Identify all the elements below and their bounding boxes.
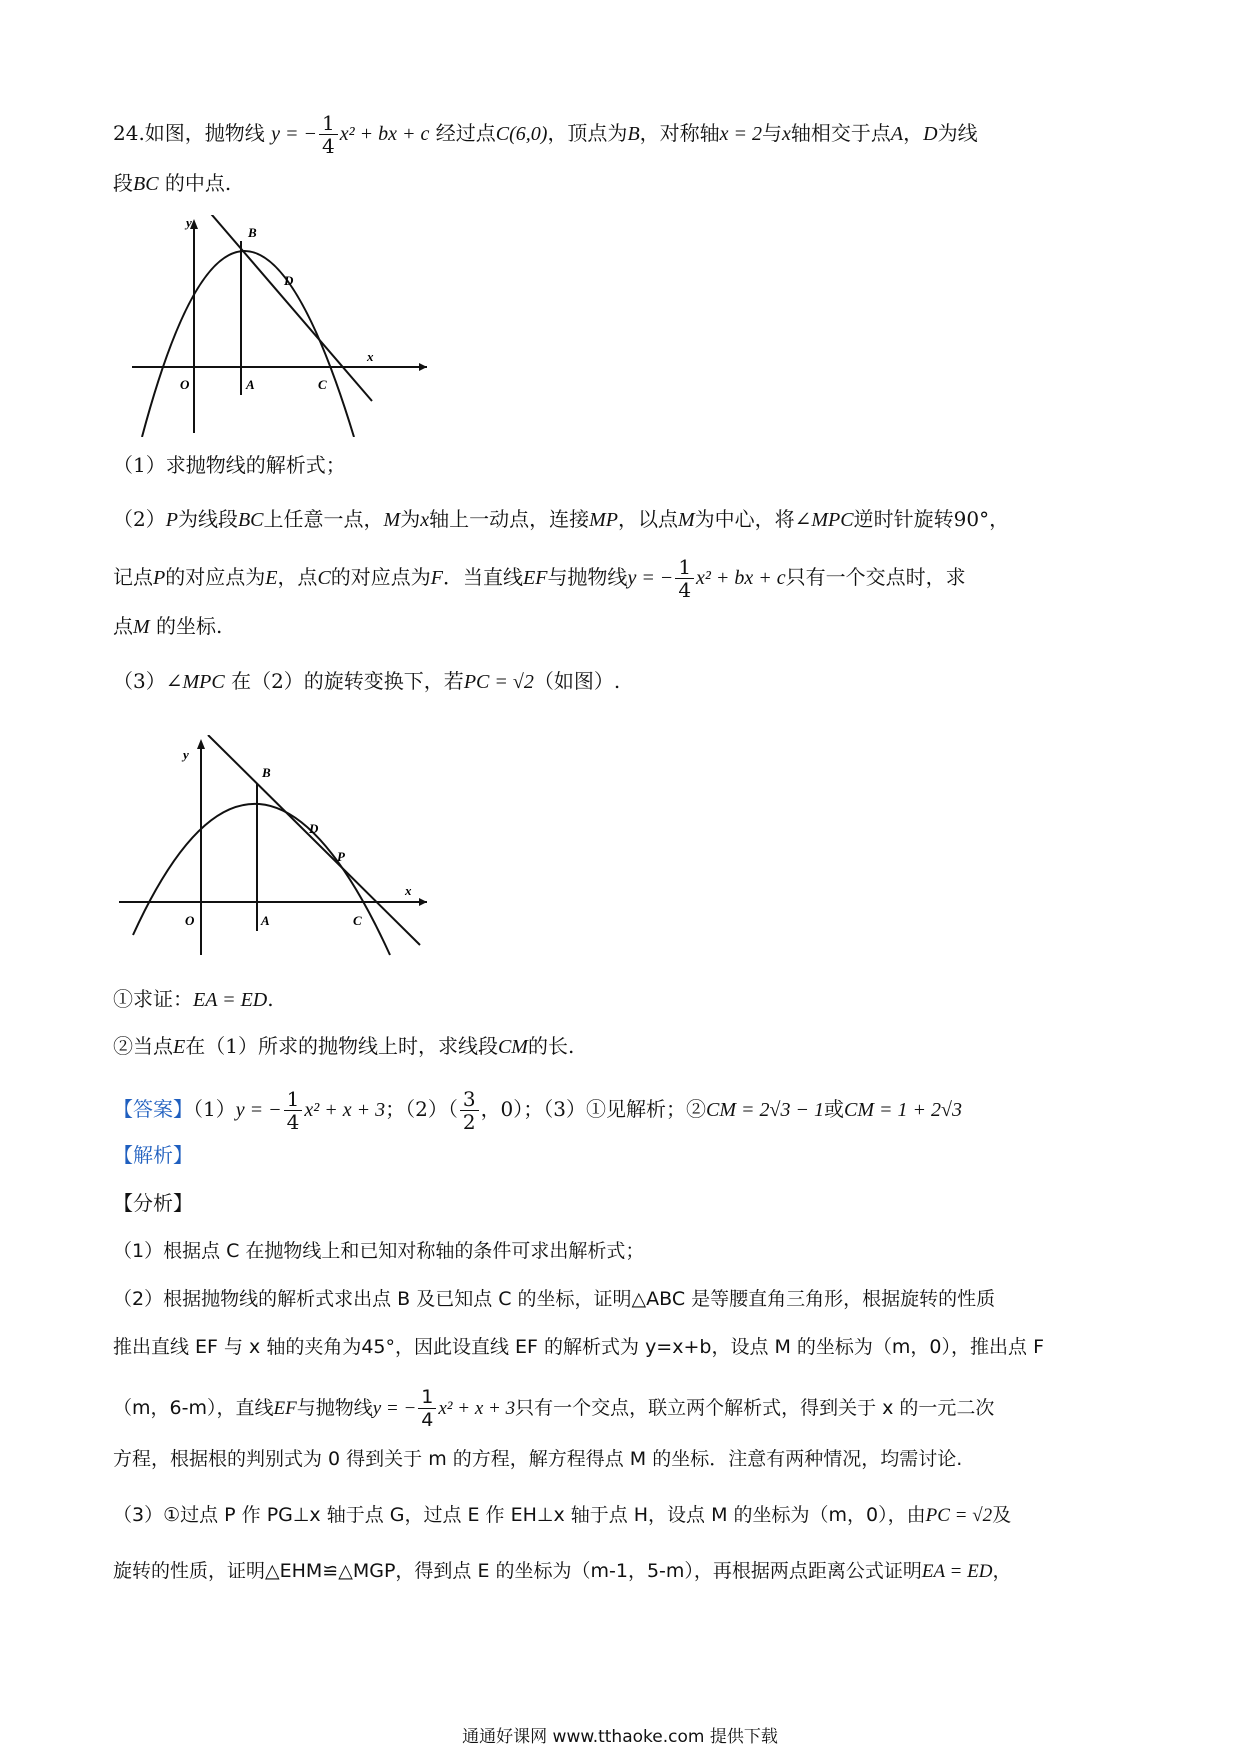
analysis-line-4 — [113, 1386, 994, 1431]
analysis-text: ， — [992, 1560, 1012, 1582]
part-text: 的坐标. — [156, 614, 223, 638]
x-axis-arrow — [419, 363, 427, 371]
part-text: ①求证： — [113, 987, 193, 1011]
label-c: C — [353, 913, 362, 928]
part-text: 只有一个交点时，求 — [785, 565, 966, 589]
answer-label: 【答案】 — [113, 1097, 193, 1121]
label-a: A — [246, 377, 255, 392]
fraction-numerator: 1 — [319, 112, 338, 135]
parabola-lhs: y = − — [372, 1398, 417, 1419]
axis-equation: x = 2 — [719, 123, 763, 145]
segment-bc: BC — [133, 173, 159, 195]
label-y: y — [183, 747, 189, 762]
part-text: 记点 — [113, 565, 153, 589]
answer-text: （1） — [193, 1097, 236, 1121]
point-d: D — [923, 123, 938, 145]
answer-text: ；（2）（ — [385, 1097, 458, 1121]
label-x: x — [405, 883, 412, 898]
parabola-rhs: x² + bx + c — [696, 567, 786, 589]
analysis-text: （3）①过点 P 作 PG⊥x 轴于点 G，过点 E 作 EH⊥x 轴于点 H，设点 M 的坐标为（m，0），由 — [113, 1504, 926, 1526]
answer-line — [113, 1088, 962, 1133]
part-text: ，点 — [277, 565, 318, 589]
point-c: C — [317, 567, 331, 589]
fraction-numerator: 3 — [460, 1088, 479, 1111]
x-variable: x — [782, 123, 791, 145]
answer-text: 或 — [823, 1097, 844, 1121]
fraction-denominator: 2 — [462, 1110, 476, 1134]
analysis-line-6 — [113, 1500, 1011, 1531]
part-text: ，以点 — [617, 507, 678, 531]
point-e: E — [173, 1036, 186, 1058]
point-m: M — [677, 509, 695, 531]
label-a: A — [261, 913, 270, 928]
point-m: M — [133, 616, 150, 638]
parabola-figure-1 — [122, 215, 442, 437]
analysis-line-1: （1）根据点 C 在抛物线上和已知对称轴的条件可求出解析式； — [113, 1240, 645, 1262]
question-text: 经过点 — [435, 121, 496, 145]
segment-bc: BC — [237, 509, 264, 531]
fraction-numerator: 1 — [284, 1088, 303, 1111]
part-text: 上任意一点， — [263, 507, 384, 531]
label-d: D — [309, 821, 319, 836]
analysis-text: 只有一个交点，联立两个解析式，得到关于 x 的一元二次 — [515, 1397, 995, 1419]
label-c: C — [318, 377, 327, 392]
parabola-rhs: x² + x + 3 — [438, 1398, 516, 1419]
part-3-line — [113, 666, 620, 697]
part-text: 的对应点为 — [165, 565, 266, 589]
analysis-text: （m，6-m），直线 — [113, 1397, 274, 1419]
part-text: 在（2）的旋转变换下，若 — [231, 669, 464, 693]
label-p: P — [337, 849, 345, 864]
analysis-text: 及 — [992, 1504, 1012, 1526]
point-a: A — [890, 123, 904, 145]
point-e: E — [265, 567, 278, 589]
question-text: 的中点. — [164, 171, 232, 195]
fraction-denominator: 4 — [286, 1110, 300, 1134]
answer-equation: y = − — [235, 1099, 282, 1121]
analysis-line-2: （2）根据抛物线的解析式求出点 B 及已知点 C 的坐标，证明△ABC 是等腰直角三角形，根据旋转的性质 — [113, 1288, 996, 1310]
part-text: 为 — [400, 507, 421, 531]
parabola-lhs: y = − — [627, 567, 674, 589]
label-o: O — [180, 377, 190, 392]
vertex-label: B — [627, 123, 640, 145]
question-text: 段 — [113, 171, 133, 195]
footer-credit: 通通好课网 www.tthaoke.com 提供下载 — [462, 1727, 778, 1747]
part-text: （3） — [113, 669, 166, 693]
pc-equation: PC = √2 — [925, 1505, 993, 1526]
parabola-lhs: y = − — [271, 123, 318, 145]
question-text: ， — [903, 121, 924, 145]
fraction-denominator: 4 — [678, 578, 692, 602]
question-line-1 — [113, 112, 978, 157]
analysis-text: 与抛物线 — [296, 1397, 373, 1419]
angle-mpc: ∠MPC — [794, 509, 854, 531]
part-2-line-2 — [113, 556, 966, 601]
question-text: 为线 — [937, 121, 978, 145]
line-ef: EF — [523, 567, 548, 589]
point-f: F — [430, 567, 443, 589]
segment-mp: MP — [589, 509, 618, 531]
fraction — [460, 1088, 479, 1133]
question-text: 24.如图，抛物线 — [113, 121, 265, 145]
question-text: ，对称轴 — [639, 121, 720, 145]
parabola-curve — [133, 804, 390, 955]
part-text: 为线段 — [177, 507, 238, 531]
answer-text: ，0）；（3）①见解析；② — [480, 1097, 707, 1121]
analysis-line-7 — [113, 1556, 1011, 1587]
answer-equation: x² + x + 3 — [304, 1099, 386, 1121]
part-text: . — [267, 987, 274, 1011]
label-o: O — [185, 913, 195, 928]
label-x: x — [367, 349, 374, 364]
question-text: ，顶点为 — [547, 121, 628, 145]
y-axis-arrow — [197, 739, 205, 749]
part-text: 轴上一动点，连接 — [429, 507, 590, 531]
part-2-line-3 — [113, 611, 222, 642]
part-text: 的长. — [527, 1034, 575, 1058]
parabola-rhs: x² + bx + c — [339, 123, 430, 145]
x-variable: x — [420, 509, 430, 531]
part-text: 与抛物线 — [547, 565, 628, 589]
point-c: C(6,0) — [495, 123, 548, 145]
angle-mpc: ∠MPC — [165, 671, 225, 693]
part-text: （如图）. — [533, 669, 621, 693]
fraction — [418, 1386, 436, 1431]
pc-equation: PC = √2 — [463, 671, 534, 693]
label-b: B — [248, 225, 257, 240]
analysis-line-3: 推出直线 EF 与 x 轴的夹角为45°，因此设直线 EF 的解析式为 y=x+b，设点 M 的坐标为（m，0），推出点 F — [113, 1336, 1044, 1358]
part-text: 为中心，将 — [694, 507, 795, 531]
part-text: 在（1）所求的抛物线上时，求线段 — [185, 1034, 498, 1058]
point-p: P — [153, 567, 166, 589]
part-2-line-1 — [113, 504, 1009, 535]
label-b: B — [262, 765, 271, 780]
part-text: ②当点 — [113, 1034, 173, 1058]
part-text: ．当直线 — [443, 565, 523, 589]
part-1-text: （1）求抛物线的解析式； — [113, 453, 346, 477]
line-bc — [200, 215, 372, 401]
part-3-ii — [113, 1031, 574, 1062]
analysis-label: 【解析】 — [113, 1143, 193, 1167]
part-text: 的对应点为 — [330, 565, 431, 589]
question-line-2 — [113, 168, 231, 199]
fraction-denominator: 4 — [322, 134, 335, 158]
fraction — [675, 556, 694, 601]
fraction — [319, 112, 338, 157]
label-d: D — [284, 273, 294, 288]
ea-ed-equation: EA = ED — [921, 1561, 993, 1582]
fraction-numerator: 1 — [418, 1386, 436, 1409]
part-text: 逆时针旋转90°， — [853, 507, 1010, 531]
part-3-i — [113, 984, 274, 1015]
x-axis-arrow — [419, 898, 427, 906]
answer-cm-1: CM = 2√3 − 1 — [706, 1099, 824, 1121]
segment-cm: CM — [497, 1036, 528, 1058]
point-m: M — [383, 509, 401, 531]
question-text: 与 — [762, 121, 783, 145]
line-bc — [208, 735, 420, 945]
fraction-denominator: 4 — [421, 1409, 434, 1431]
label-y: y — [186, 215, 192, 230]
point-p: P — [165, 509, 178, 531]
line-ef: EF — [273, 1398, 297, 1419]
fraction-numerator: 1 — [675, 556, 694, 579]
fraction — [284, 1088, 303, 1133]
parabola-figure-2 — [115, 735, 435, 957]
part-text: （2） — [113, 507, 166, 531]
question-text: 轴相交于点 — [790, 121, 891, 145]
analysis-text: 旋转的性质，证明△EHM≌△MGP，得到点 E 的坐标为（m-1，5-m），再根据两点距离公式证明 — [113, 1560, 922, 1582]
answer-cm-2: CM = 1 + 2√3 — [843, 1099, 962, 1121]
part-text: 点 — [113, 614, 133, 638]
analysis-line-5: 方程，根据根的判别式为 0 得到关于 m 的方程，解方程得点 M 的坐标．注意有两种情况，均需讨论. — [113, 1448, 963, 1470]
analysis-sub-label: 【分析】 — [113, 1191, 193, 1215]
ea-ed-equation: EA = ED — [193, 989, 268, 1011]
